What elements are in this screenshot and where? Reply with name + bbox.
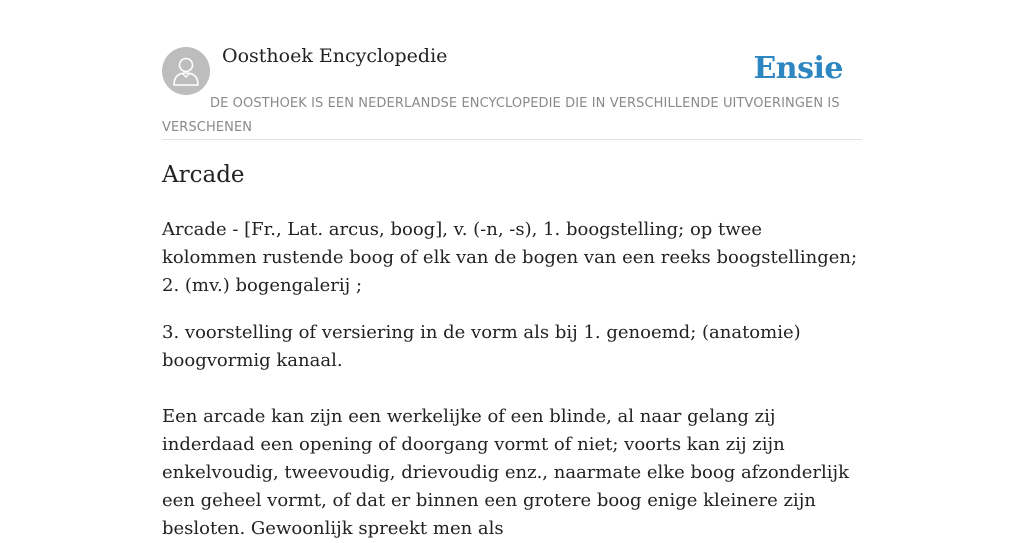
avatar[interactable] [162,47,210,95]
content-container [162,0,862,539]
publication-header [162,0,862,140]
user-avatar-icon [172,56,200,86]
publication-description: DE OOSTHOEK IS EEN NEDERLANDSE ENCYCLOPEDIE DIE IN VERSCHILLENDE UITVOERINGEN IS VERSCHENEN [162,96,840,135]
article-paragraph-2: 3. voorstelling of versiering in de vorm als bij 1. genoemd; (anatomie) boogvormig kanaal. [162,322,801,371]
article-paragraph-3: Een arcade kan zijn een werkelijke of een blinde, al naar gelang zij inderdaad een opening of doorgang vormt of niet; voorts kan zij zijn enkelvoudig, tweevoudig, drievoudig enz., naarmate elke boog afzonderlijk een geheel vormt, of dat er binnen een grotere boog enige kleinere zijn besloten. Gewoonlijk spreekt men als [162,406,850,539]
publication-title[interactable]: Oosthoek Encyclopedie [222,45,448,67]
article-title: Arcade [162,162,245,188]
brand-logo[interactable]: Ensie [753,51,843,86]
article-paragraph-1: Arcade - [Fr., Lat. arcus, boog], v. (-n, -s), 1. boogstelling; op twee kolommen rustende boog of elk van de bogen van een reeks boogstellingen; 2. (mv.) bogengalerij ; [162,219,858,296]
